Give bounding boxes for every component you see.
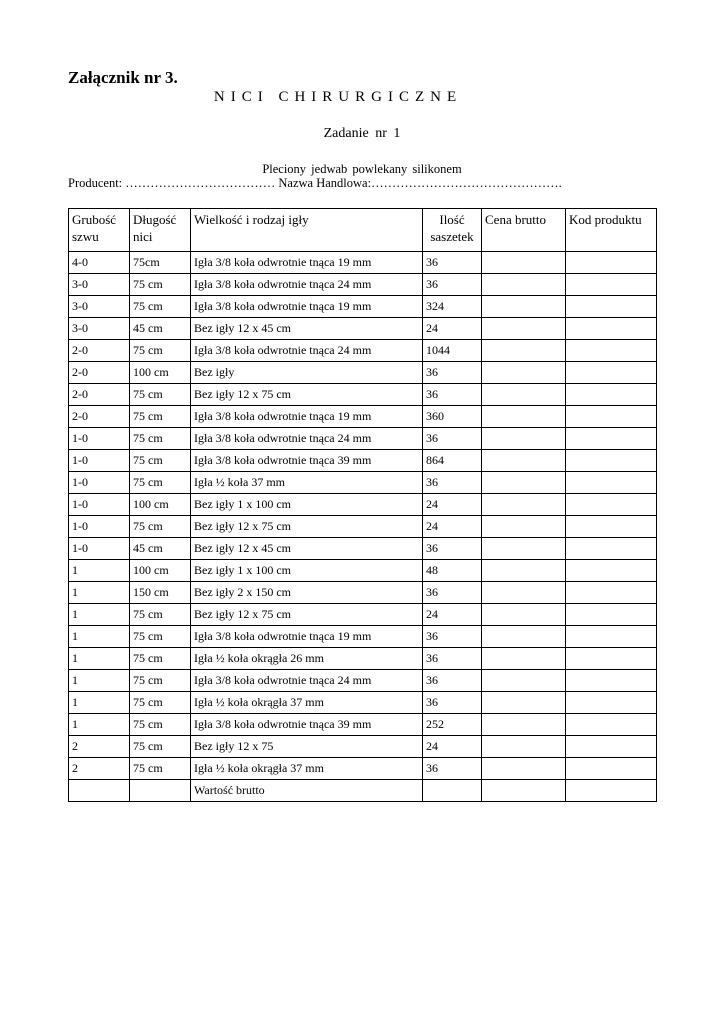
table-row [69, 274, 657, 296]
cell-length: 100 cm [130, 494, 191, 516]
cell-price [482, 714, 566, 736]
table-row [69, 340, 657, 362]
cell-thickness: 1 [69, 626, 130, 648]
cell-needle: Bez igły 12 x 45 cm [191, 538, 423, 560]
cell-quantity: 360 [423, 406, 482, 428]
cell-thickness: 4-0 [69, 252, 130, 274]
cell-needle: Igła 3/8 koła odwrotnie tnąca 19 mm [191, 296, 423, 318]
cell-needle: Igła ½ koła okrągła 26 mm [191, 648, 423, 670]
cell-price [482, 384, 566, 406]
table-row [69, 428, 657, 450]
table-row [69, 362, 657, 384]
cell-quantity: 24 [423, 494, 482, 516]
column-header-needle: Wielkość i rodzaj igły [191, 209, 423, 252]
cell-product-code [566, 626, 657, 648]
cell-length: 75 cm [130, 340, 191, 362]
table-row [69, 472, 657, 494]
table-row [69, 626, 657, 648]
summary-label: Wartość brutto [191, 780, 423, 802]
cell-quantity: 36 [423, 648, 482, 670]
cell-quantity: 24 [423, 516, 482, 538]
table-row [69, 516, 657, 538]
table-row [69, 604, 657, 626]
cell-price [482, 670, 566, 692]
cell-needle: Igła 3/8 koła odwrotnie tnąca 19 mm [191, 626, 423, 648]
summary-empty-cell [130, 780, 191, 802]
cell-price [482, 604, 566, 626]
cell-price [482, 472, 566, 494]
summary-empty-cell [69, 780, 130, 802]
cell-product-code [566, 340, 657, 362]
cell-product-code [566, 384, 657, 406]
cell-quantity: 36 [423, 538, 482, 560]
table-row [69, 648, 657, 670]
cell-price [482, 252, 566, 274]
cell-thickness: 2-0 [69, 362, 130, 384]
cell-quantity: 36 [423, 428, 482, 450]
cell-product-code [566, 560, 657, 582]
cell-product-code [566, 582, 657, 604]
cell-length: 45 cm [130, 318, 191, 340]
cell-thickness: 2-0 [69, 340, 130, 362]
cell-quantity: 48 [423, 560, 482, 582]
cell-length: 75 cm [130, 604, 191, 626]
cell-thickness: 2 [69, 736, 130, 758]
cell-length: 75 cm [130, 384, 191, 406]
cell-needle: Bez igły 1 x 100 cm [191, 560, 423, 582]
cell-product-code [566, 406, 657, 428]
cell-length: 75cm [130, 252, 191, 274]
cell-needle: Igła 3/8 koła odwrotnie tnąca 39 mm [191, 714, 423, 736]
column-header-quantity: Ilość saszetek [423, 209, 482, 252]
cell-length: 75 cm [130, 758, 191, 780]
cell-product-code [566, 516, 657, 538]
table-row [69, 318, 657, 340]
cell-thickness: 1 [69, 582, 130, 604]
cell-length: 150 cm [130, 582, 191, 604]
attachment-label: Załącznik nr 3. [68, 68, 178, 87]
cell-price [482, 648, 566, 670]
column-header-length: Długość nici [130, 209, 191, 252]
cell-product-code [566, 296, 657, 318]
cell-price [482, 362, 566, 384]
table-row [69, 538, 657, 560]
summary-code-cell [566, 780, 657, 802]
cell-price [482, 516, 566, 538]
cell-price [482, 340, 566, 362]
table-row [69, 758, 657, 780]
cell-needle: Bez igły 12 x 75 cm [191, 604, 423, 626]
cell-needle: Igła 3/8 koła odwrotnie tnąca 39 mm [191, 450, 423, 472]
cell-product-code [566, 736, 657, 758]
cell-product-code [566, 450, 657, 472]
cell-thickness: 1-0 [69, 450, 130, 472]
cell-thickness: 3-0 [69, 274, 130, 296]
cell-price [482, 494, 566, 516]
cell-thickness: 1-0 [69, 428, 130, 450]
table-row [69, 494, 657, 516]
cell-price [482, 450, 566, 472]
cell-length: 75 cm [130, 428, 191, 450]
cell-quantity: 36 [423, 472, 482, 494]
cell-thickness: 1-0 [69, 472, 130, 494]
cell-product-code [566, 670, 657, 692]
summary-row [69, 780, 657, 802]
cell-needle: Bez igły 12 x 75 cm [191, 384, 423, 406]
cell-thickness: 1 [69, 692, 130, 714]
cell-quantity: 252 [423, 714, 482, 736]
cell-product-code [566, 472, 657, 494]
cell-length: 75 cm [130, 406, 191, 428]
cell-needle: Bez igły 12 x 75 cm [191, 516, 423, 538]
sutures-table [68, 208, 657, 802]
cell-quantity: 24 [423, 604, 482, 626]
cell-price [482, 296, 566, 318]
cell-thickness: 1 [69, 648, 130, 670]
cell-length: 75 cm [130, 296, 191, 318]
cell-price [482, 692, 566, 714]
cell-thickness: 2-0 [69, 384, 130, 406]
cell-length: 75 cm [130, 714, 191, 736]
cell-product-code [566, 274, 657, 296]
column-header-thickness: Grubość szwu [69, 209, 130, 252]
column-header-product-code: Kod produktu [566, 209, 657, 252]
cell-needle: Bez igły 12 x 45 cm [191, 318, 423, 340]
cell-product-code [566, 714, 657, 736]
cell-quantity: 36 [423, 274, 482, 296]
table-body [69, 252, 657, 780]
cell-thickness: 2-0 [69, 406, 130, 428]
table-row [69, 582, 657, 604]
cell-thickness: 1 [69, 560, 130, 582]
table-row [69, 450, 657, 472]
cell-quantity: 36 [423, 252, 482, 274]
cell-thickness: 1 [69, 714, 130, 736]
cell-length: 75 cm [130, 274, 191, 296]
cell-product-code [566, 494, 657, 516]
cell-price [482, 538, 566, 560]
cell-price [482, 318, 566, 340]
cell-length: 100 cm [130, 560, 191, 582]
cell-price [482, 274, 566, 296]
table-row [69, 670, 657, 692]
cell-quantity: 324 [423, 296, 482, 318]
table-row [69, 736, 657, 758]
cell-product-code [566, 362, 657, 384]
producer-line: Producent: ……………………………… Nazwa Handlowa:………………………………………. [68, 176, 562, 190]
cell-needle: Igła ½ koła okrągła 37 mm [191, 692, 423, 714]
table-row [69, 252, 657, 274]
cell-length: 75 cm [130, 648, 191, 670]
table-row [69, 406, 657, 428]
table-row [69, 296, 657, 318]
cell-needle: Igła 3/8 koła odwrotnie tnąca 24 mm [191, 340, 423, 362]
cell-product-code [566, 604, 657, 626]
cell-quantity: 36 [423, 670, 482, 692]
cell-thickness: 3-0 [69, 296, 130, 318]
cell-product-code [566, 692, 657, 714]
cell-needle: Bez igły 2 x 150 cm [191, 582, 423, 604]
summary-quantity-cell [423, 780, 482, 802]
cell-price [482, 758, 566, 780]
cell-price [482, 428, 566, 450]
cell-product-code [566, 538, 657, 560]
cell-needle: Igła 3/8 koła odwrotnie tnąca 19 mm [191, 406, 423, 428]
cell-thickness: 1-0 [69, 494, 130, 516]
cell-quantity: 36 [423, 384, 482, 406]
table-row [69, 692, 657, 714]
cell-quantity: 24 [423, 318, 482, 340]
cell-product-code [566, 758, 657, 780]
cell-needle: Bez igły 1 x 100 cm [191, 494, 423, 516]
cell-quantity: 36 [423, 626, 482, 648]
cell-product-code [566, 648, 657, 670]
cell-needle: Igła 3/8 koła odwrotnie tnąca 19 mm [191, 252, 423, 274]
cell-needle: Igła 3/8 koła odwrotnie tnąca 24 mm [191, 428, 423, 450]
cell-price [482, 560, 566, 582]
cell-length: 75 cm [130, 626, 191, 648]
cell-product-code [566, 318, 657, 340]
summary-price-cell [482, 780, 566, 802]
table-row [69, 384, 657, 406]
cell-thickness: 3-0 [69, 318, 130, 340]
cell-length: 75 cm [130, 736, 191, 758]
cell-needle: Bez igły 12 x 75 [191, 736, 423, 758]
table-row [69, 560, 657, 582]
cell-price [482, 582, 566, 604]
cell-thickness: 2 [69, 758, 130, 780]
cell-needle: Igła 3/8 koła odwrotnie tnąca 24 mm [191, 274, 423, 296]
cell-price [482, 406, 566, 428]
table-header-row [69, 209, 657, 252]
cell-needle: Igła ½ koła okrągła 37 mm [191, 758, 423, 780]
cell-quantity: 864 [423, 450, 482, 472]
cell-length: 100 cm [130, 362, 191, 384]
cell-needle: Igła 3/8 koła odwrotnie tnąca 24 mm [191, 670, 423, 692]
document-title: NICI CHIRURGICZNE [213, 89, 463, 105]
cell-quantity: 36 [423, 582, 482, 604]
cell-thickness: 1 [69, 670, 130, 692]
cell-quantity: 36 [423, 362, 482, 384]
cell-thickness: 1-0 [69, 516, 130, 538]
cell-length: 45 cm [130, 538, 191, 560]
table-row [69, 714, 657, 736]
cell-length: 75 cm [130, 516, 191, 538]
cell-needle: Bez igły [191, 362, 423, 384]
cell-price [482, 626, 566, 648]
cell-length: 75 cm [130, 450, 191, 472]
cell-length: 75 cm [130, 472, 191, 494]
cell-quantity: 1044 [423, 340, 482, 362]
cell-quantity: 24 [423, 736, 482, 758]
cell-needle: Igła ½ koła 37 mm [191, 472, 423, 494]
cell-length: 75 cm [130, 670, 191, 692]
column-header-price: Cena brutto [482, 209, 566, 252]
cell-quantity: 36 [423, 758, 482, 780]
cell-thickness: 1 [69, 604, 130, 626]
cell-length: 75 cm [130, 692, 191, 714]
task-label: Zadanie nr 1 [323, 126, 401, 141]
product-subtitle: Pleciony jedwab powlekany silikonem [262, 162, 462, 176]
cell-quantity: 36 [423, 692, 482, 714]
cell-product-code [566, 252, 657, 274]
cell-product-code [566, 428, 657, 450]
cell-thickness: 1-0 [69, 538, 130, 560]
cell-price [482, 736, 566, 758]
